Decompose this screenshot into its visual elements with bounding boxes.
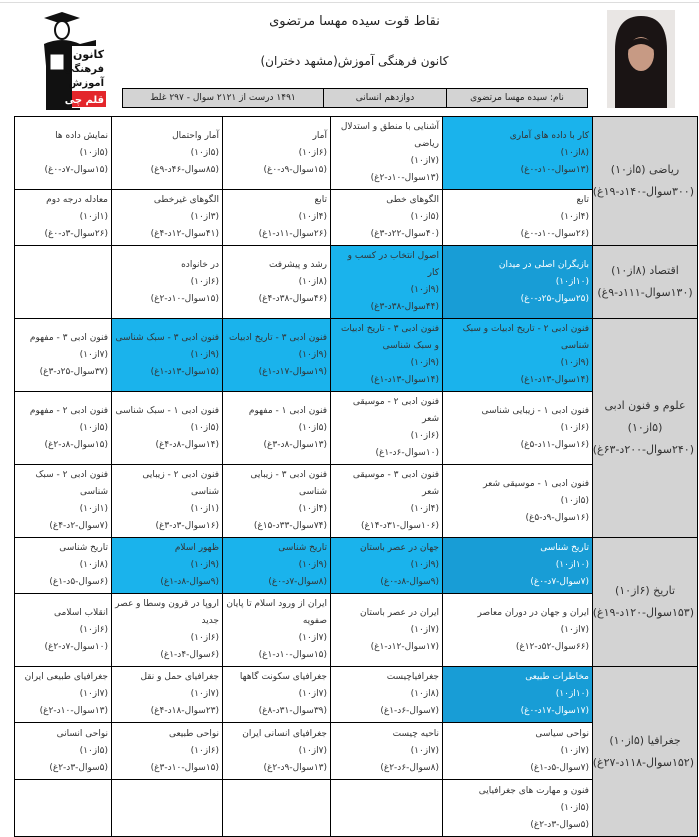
- topic-cell: [331, 190, 443, 246]
- page-title: نقاط قوت سیده مهسا مرتضوی: [269, 14, 440, 29]
- topic-cell: [15, 392, 112, 465]
- topic-cell: [112, 392, 223, 465]
- subject-stats: (۱۳۰سوال-۱۱۱د-۹غ): [597, 286, 693, 299]
- topic-cell: [15, 538, 112, 594]
- topic-cell: [223, 723, 331, 780]
- topic-stats: (۱۶سوال-۳د-۳غ): [155, 521, 219, 531]
- topic-cell: [223, 538, 331, 594]
- topic-score: (۱از۱۰): [79, 212, 108, 222]
- topic-score: (۸از۱۰): [298, 276, 327, 287]
- topic-score: (۵از۱۰): [79, 745, 108, 756]
- topic-cell: [331, 667, 443, 723]
- topic-stats: (۲۵سوال-۲۵د-۰غ): [520, 293, 589, 304]
- topic-score: (۹از۱۰): [298, 560, 327, 570]
- topic-name: در خانواده: [181, 259, 219, 270]
- topic-name: ظهور اسلام: [174, 543, 219, 553]
- topic-cell: [223, 594, 331, 667]
- topic-name: فنون ادبی ۲ - سبک شناسی: [35, 470, 108, 497]
- topic-score: (۵از۱۰): [560, 495, 589, 506]
- topic-score: (۷از۱۰): [79, 349, 108, 360]
- subject-header: [593, 117, 698, 246]
- svg-text:قلم چی: قلم چی: [64, 95, 104, 106]
- page-subtitle: کانون فرهنگی آموزش(مشهد دختران): [260, 54, 449, 68]
- topic-stats: (۲۶سوال-۳د-۰غ): [44, 229, 108, 239]
- topic-stats: (۲۳سوال-۱۸د-۴غ): [150, 706, 219, 716]
- topic-stats: (۱۴سوال-۱۳د-۱غ): [370, 375, 439, 385]
- subject-label: جغرافیا (۵از۱۰): [609, 733, 681, 747]
- topic-stats: (۲۶سوال-۱۰د-۰غ): [520, 229, 589, 239]
- subject-label: تاریخ (۶از۱۰): [614, 584, 676, 597]
- topic-name: فنون ادبی ۳ - تاریخ ادبیات و سبک شناسی: [340, 324, 439, 351]
- topic-score: (۱۰از۱۰): [555, 689, 589, 699]
- empty-cell: [223, 780, 331, 837]
- topic-name: تابع: [314, 195, 327, 205]
- topic-stats: (۴۰سوال-۲۲د-۳غ): [370, 229, 439, 239]
- topic-name: نواحی انسانی: [56, 728, 108, 739]
- topic-name: فنون ادبی ۳ - مفهوم: [29, 332, 108, 343]
- topic-stats: (۱۴سوال-۱۳د-۱غ): [520, 375, 589, 385]
- topic-name: فنون و مهارت های جغرافیایی: [478, 785, 589, 796]
- topic-name: فنون ادبی ۱ - سبک شناسی: [115, 405, 219, 416]
- subject-stats: (۲۴۰سوال-۲۰۰د-۶۳غ): [592, 443, 694, 456]
- topic-cell: [331, 723, 443, 780]
- topic-stats: (۶سوال-۵د-۱غ): [49, 577, 108, 587]
- topic-name: ایران از ورود اسلام تا پایان صفویه: [226, 599, 327, 626]
- topic-cell: [223, 190, 331, 246]
- topic-cell: [443, 538, 593, 594]
- topic-score: (۵از۱۰): [190, 147, 219, 158]
- topic-stats: (۱۷سوال-۱۲د-۱غ): [370, 641, 439, 652]
- topic-score: (۴از۱۰): [560, 212, 589, 222]
- topic-name: تاریخ شناسی: [59, 543, 108, 553]
- topic-name: جغرافیاچیست: [386, 672, 439, 682]
- topic-cell: [112, 319, 223, 392]
- topic-stats: (۱۳سوال-۱۰د-۲غ): [39, 706, 108, 716]
- topic-score: (۷از۱۰): [298, 689, 327, 699]
- topic-score: (۱از۱۰): [79, 504, 108, 514]
- topic-name: بازیگران اصلی در میدان: [498, 259, 589, 270]
- topic-stats: (۱۰سوال-۷د-۲غ): [44, 641, 108, 652]
- topic-cell: [443, 190, 593, 246]
- topic-score: (۵از۱۰): [190, 422, 219, 433]
- topic-cell: [15, 319, 112, 392]
- topic-name: ایران و جهان در دوران معاصر: [477, 607, 589, 618]
- kanoon-logo: [30, 6, 106, 110]
- topic-cell: [443, 594, 593, 667]
- subject-stats: (۱۵۳سوال-۱۲۰د-۱۹غ): [592, 606, 694, 619]
- subject-stats: (۳۰۰سوال-۱۴۰د-۱۹غ): [592, 185, 694, 198]
- topic-cell: [443, 780, 593, 837]
- topic-name: الگوهای غیرخطی: [153, 195, 219, 205]
- topic-stats: (۵سوال-۳د-۲غ): [530, 819, 589, 830]
- topic-cell: [15, 667, 112, 723]
- topic-score: (۸از۱۰): [560, 147, 589, 158]
- topic-stats: (۹سوال-۸د-۰غ): [380, 577, 439, 587]
- topic-name: جغرافیای سکونت گاهها: [239, 672, 327, 682]
- topic-cell: [15, 723, 112, 780]
- topic-stats: (۶سوال-۴د-۱غ): [160, 650, 219, 660]
- topic-score: (۴از۱۰): [410, 504, 439, 514]
- student-name: نام: سیده مهسا مرتضوی: [446, 89, 587, 107]
- topic-score: (۹از۱۰): [190, 349, 219, 360]
- topic-cell: [443, 319, 593, 392]
- topic-name: آشنایی با منطق و استدلال ریاضی: [340, 122, 439, 149]
- table-row: [15, 319, 698, 392]
- empty-cell: [331, 780, 443, 837]
- topic-cell: [331, 319, 443, 392]
- subject-header: [593, 667, 698, 837]
- topic-name: اصول انتخاب در کسب و کار: [347, 251, 439, 278]
- topic-stats: (۱۳سوال-۱۰د-۰غ): [520, 164, 589, 175]
- topic-stats: (۴۴سوال-۳۸د-۳غ): [370, 302, 439, 312]
- topic-score: (۶از۱۰): [79, 624, 108, 635]
- topic-stats: (۸۵سوال-۴۶د-۹غ): [150, 164, 219, 175]
- topic-name: جغرافیای طبیعی ایران: [24, 672, 108, 682]
- topic-name: فنون ادبی ۳ - تاریخ ادبیات: [228, 332, 327, 343]
- topic-stats: (۴۱سوال-۱۲د-۴غ): [150, 229, 219, 239]
- score-summary: ۱۴۹۱ درست از ۲۱۲۱ سوال - ۲۹۷ غلط: [150, 93, 296, 103]
- topic-stats: (۱۳سوال-۱۰د-۲غ): [370, 173, 439, 183]
- topic-score: (۶از۱۰): [298, 147, 327, 158]
- topic-score: (۶از۱۰): [190, 745, 219, 756]
- topic-stats: (۱۵سوال-۸د-۲غ): [44, 439, 108, 450]
- table-row: [15, 246, 698, 319]
- topic-score: (۷از۱۰): [560, 745, 589, 756]
- topic-stats: (۱۰سوال-۶د-۱غ): [375, 448, 439, 458]
- topic-name: مخاطرات طبیعی: [525, 672, 589, 682]
- topic-stats: (۱۵سوال-۱۳د-۱غ): [150, 366, 219, 377]
- topic-cell: [443, 465, 593, 538]
- subject-stats: (۱۵۲سوال-۱۱۸د-۲۷غ): [592, 755, 694, 769]
- topic-score: (۸از۱۰): [410, 689, 439, 699]
- svg-text:کانون: کانون: [73, 48, 104, 61]
- topic-name: کار با داده های آماری: [509, 130, 589, 141]
- topic-name: رشد و پیشرفت: [268, 259, 327, 270]
- topic-stats: (۱۹سوال-۱۷د-۱غ): [258, 366, 327, 377]
- topic-score: (۷از۱۰): [410, 624, 439, 635]
- topic-cell: [443, 723, 593, 780]
- topic-cell: [223, 465, 331, 538]
- topic-stats: (۱۰۶سوال-۳۱د-۱۴غ): [360, 521, 439, 531]
- topic-stats: (۳۷سوال-۲۵د-۳غ): [39, 366, 108, 377]
- topic-name: ناحیه چیست: [392, 728, 439, 739]
- topic-name: فنون ادبی ۱ - موسیقی شعر: [483, 478, 589, 489]
- topic-score: (۷از۱۰): [410, 745, 439, 756]
- topic-score: (۱۰از۱۰): [555, 560, 589, 570]
- topic-cell: [223, 319, 331, 392]
- topic-name: آمار واحتمال: [172, 130, 219, 141]
- topic-stats: (۳۹سوال-۳۱د-۸غ): [258, 706, 327, 716]
- topic-name: نواحی سیاسی: [535, 728, 589, 739]
- subject-label: علوم و فنون ادبی (۵از۱۰): [604, 399, 686, 434]
- topic-score: (۵از۱۰): [410, 212, 439, 222]
- topic-score: (۵از۱۰): [298, 422, 327, 433]
- topic-name: فنون ادبی ۲ - موسیقی شعر: [352, 397, 439, 424]
- topic-score: (۱از۱۰): [190, 504, 219, 514]
- topic-cell: [443, 117, 593, 190]
- topic-score: (۷از۱۰): [560, 624, 589, 635]
- topic-cell: [112, 538, 223, 594]
- topic-name: ایران در عصر باستان: [359, 607, 439, 618]
- topic-name: انقلاب اسلامی: [54, 607, 108, 618]
- topic-name: الگوهای خطی: [386, 195, 439, 205]
- topic-cell: [112, 667, 223, 723]
- topic-name: فنون ادبی ۱ - زیبایی شناسی: [481, 405, 589, 416]
- topic-name: فنون ادبی ۱ - مفهوم: [248, 405, 327, 416]
- topic-name: معادله درجه دوم: [46, 195, 108, 205]
- topic-score: (۱۰از۱۰): [555, 276, 589, 287]
- topic-stats: (۱۳سوال-۹د-۲غ): [263, 762, 327, 773]
- subject-label: اقتصاد (۸از۱۰): [611, 264, 679, 277]
- table-row: [15, 667, 698, 723]
- topic-stats: (۷سوال-۲د-۴غ): [49, 521, 108, 531]
- topic-score: (۵از۱۰): [79, 147, 108, 158]
- topic-cell: [112, 594, 223, 667]
- table-row: [15, 538, 698, 594]
- topic-stats: (۱۶سوال-۱۱د-۵غ): [520, 439, 589, 450]
- student-photo: [607, 10, 675, 108]
- topic-name: اروپا در قرون وسطا و عصر جدید: [115, 599, 219, 626]
- topic-score: (۵از۱۰): [79, 422, 108, 433]
- subject-header: [593, 538, 698, 667]
- topic-cell: [223, 117, 331, 190]
- topic-cell: [112, 465, 223, 538]
- topic-name: تاریخ شناسی: [278, 543, 327, 553]
- topic-cell: [331, 392, 443, 465]
- topic-stats: (۱۵سوال-۱۰د-۱غ): [258, 650, 327, 660]
- topic-stats: (۱۴سوال-۸د-۴غ): [155, 439, 219, 450]
- topic-name: نواحی طبیعی: [168, 728, 219, 739]
- subject-header: [593, 246, 698, 319]
- svg-text:فرهنگی: فرهنگی: [64, 64, 104, 75]
- topic-score: (۹از۱۰): [190, 560, 219, 570]
- subject-label: ریاضی (۵از۱۰): [610, 163, 680, 176]
- topic-stats: (۱۵سوال-۱۰د-۲غ): [150, 293, 219, 304]
- empty-cell: [15, 246, 112, 319]
- topic-stats: (۸سوال-۷د-۰غ): [268, 577, 327, 587]
- topic-cell: [112, 117, 223, 190]
- strengths-table: [14, 116, 698, 837]
- topic-stats: (۱۳سوال-۸د-۳غ): [263, 439, 327, 450]
- empty-cell: [112, 780, 223, 837]
- svg-text:آموزش: آموزش: [68, 78, 104, 89]
- topic-score: (۷از۱۰): [298, 633, 327, 643]
- topic-stats: (۵سوال-۳د-۲غ): [49, 762, 108, 773]
- empty-cell: [15, 780, 112, 837]
- topic-cell: [443, 392, 593, 465]
- topic-name: جغرافیای انسانی ایران: [242, 728, 327, 739]
- topic-name: جغرافیای حمل و نقل: [140, 672, 219, 682]
- topic-score: (۷از۱۰): [410, 156, 439, 166]
- topic-stats: (۱۵سوال-۹د-۰غ): [263, 164, 327, 175]
- table-row: [15, 117, 698, 190]
- topic-name: آمار: [312, 130, 327, 141]
- topic-cell: [15, 594, 112, 667]
- topic-name: فنون ادبی ۳ - زیبایی شناسی: [250, 470, 327, 497]
- topic-cell: [223, 392, 331, 465]
- topic-name: جهان در عصر باستان: [360, 543, 439, 553]
- topic-score: (۶از۱۰): [560, 422, 589, 433]
- topic-score: (۹از۱۰): [410, 560, 439, 570]
- topic-name: فنون ادبی ۳ - سبک شناسی: [115, 332, 219, 343]
- topic-score: (۷از۱۰): [190, 689, 219, 699]
- topic-stats: (۹سوال-۸د-۱غ): [160, 577, 219, 587]
- topic-cell: [331, 594, 443, 667]
- topic-name: فنون ادبی ۲ - مفهوم: [29, 405, 108, 416]
- topic-score: (۸از۱۰): [79, 560, 108, 570]
- topic-name: تابع: [576, 195, 589, 205]
- topic-stats: (۷سوال-۶د-۱غ): [380, 706, 439, 716]
- topic-score: (۷از۱۰): [79, 689, 108, 699]
- subject-header: [593, 319, 698, 538]
- topic-stats: (۴۶سوال-۳۸د-۴غ): [258, 293, 327, 304]
- topic-score: (۶از۱۰): [190, 633, 219, 643]
- topic-cell: [15, 190, 112, 246]
- topic-cell: [112, 723, 223, 780]
- topic-stats: (۸سوال-۶د-۲غ): [380, 762, 439, 773]
- topic-stats: (۱۶سوال-۹د-۵غ): [525, 512, 589, 523]
- topic-cell: [443, 246, 593, 319]
- topic-stats: (۶۶سوال-۵۲د-۱۲غ): [515, 641, 589, 652]
- topic-cell: [223, 246, 331, 319]
- topic-score: (۹از۱۰): [560, 358, 589, 368]
- topic-cell: [15, 117, 112, 190]
- topic-score: (۶از۱۰): [410, 431, 439, 441]
- topic-score: (۶از۱۰): [190, 276, 219, 287]
- topic-cell: [331, 117, 443, 190]
- topic-cell: [331, 246, 443, 319]
- top-divider: [0, 2, 699, 3]
- topic-cell: [443, 667, 593, 723]
- topic-name: نمایش داده ها: [55, 130, 108, 141]
- topic-cell: [112, 190, 223, 246]
- topic-score: (۵از۱۰): [560, 802, 589, 813]
- topic-score: (۹از۱۰): [410, 358, 439, 368]
- topic-score: (۷از۱۰): [298, 745, 327, 756]
- topic-score: (۹از۱۰): [410, 285, 439, 295]
- topic-name: تاریخ شناسی: [540, 543, 589, 553]
- topic-score: (۹از۱۰): [298, 349, 327, 360]
- topic-cell: [223, 667, 331, 723]
- topic-stats: (۷۴سوال-۳۳د-۱۵غ): [253, 521, 327, 531]
- topic-score: (۳از۱۰): [190, 212, 219, 222]
- topic-stats: (۱۷سوال-۱۷د-۰غ): [520, 706, 589, 716]
- topic-stats: (۷سوال-۷د-۰غ): [530, 577, 589, 587]
- student-info-bar: [122, 88, 588, 108]
- topic-name: فنون ادبی ۲ - تاریخ ادبیات و سبک شناسی: [462, 324, 589, 351]
- topic-name: فنون ادبی ۲ - زیبایی شناسی: [142, 470, 219, 497]
- student-grade: دوازدهم انسانی: [323, 89, 446, 107]
- topic-cell: [15, 465, 112, 538]
- topic-stats: (۲۶سوال-۱۱د-۱غ): [258, 229, 327, 239]
- topic-stats: (۱۵سوال-۱۰د-۳غ): [150, 762, 219, 773]
- topic-stats: (۷سوال-۵د-۱غ): [530, 762, 589, 773]
- topic-cell: [331, 465, 443, 538]
- topic-score: (۴از۱۰): [298, 504, 327, 514]
- topic-score: (۴از۱۰): [298, 212, 327, 222]
- topic-name: فنون ادبی ۳ - موسیقی شعر: [352, 470, 439, 497]
- topic-cell: [331, 538, 443, 594]
- topic-cell: [112, 246, 223, 319]
- topic-stats: (۱۵سوال-۷د-۰غ): [44, 164, 108, 175]
